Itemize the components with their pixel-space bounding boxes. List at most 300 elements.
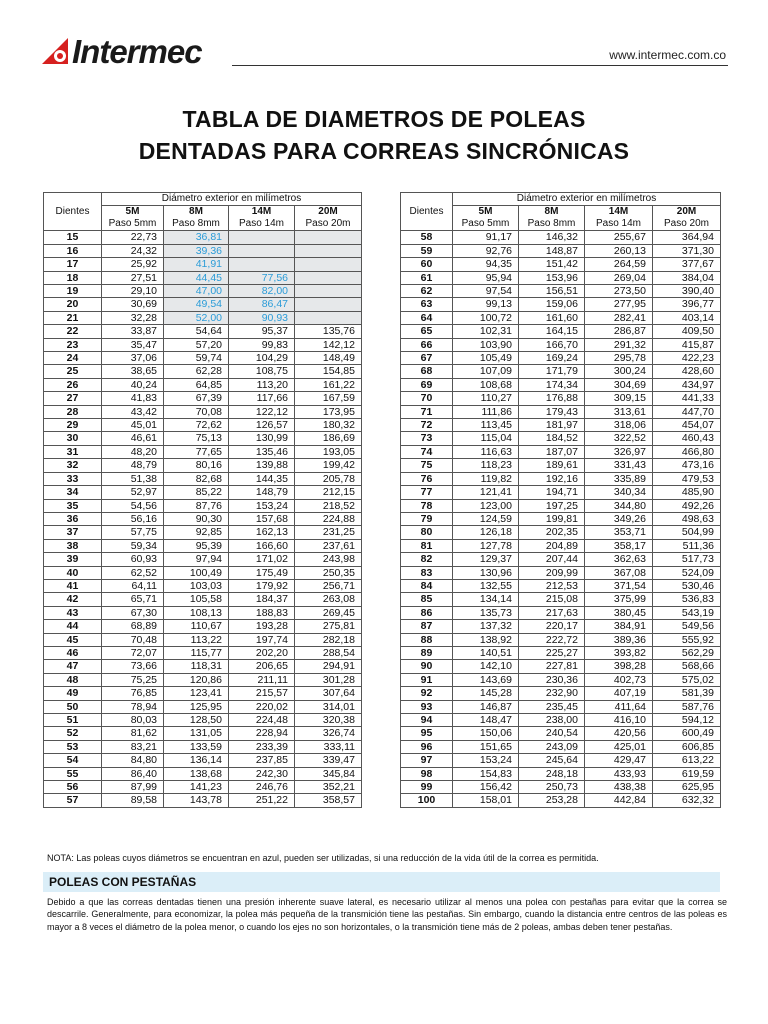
diameter-cell: 215,57 [229,687,295,700]
diameter-cell: 56,16 [102,512,164,525]
diameter-cell: 322,52 [585,432,653,445]
diameter-cell [295,285,362,298]
diameter-cell: 77,56 [229,271,295,284]
teeth-cell: 45 [44,633,102,646]
diameter-cell: 304,69 [585,378,653,391]
teeth-cell: 20 [44,298,102,311]
table-row [44,754,362,767]
diameter-cell: 75,13 [164,432,229,445]
table-row [44,352,362,365]
diameter-cell: 108,68 [453,378,519,391]
diameter-cell: 167,59 [295,392,362,405]
teeth-cell: 59 [401,244,453,257]
diameter-cell: 99,83 [229,338,295,351]
diameter-cell: 171,79 [519,365,585,378]
teeth-cell: 33 [44,472,102,485]
diameter-cell: 246,76 [229,781,295,794]
diameter-cell: 625,95 [653,781,721,794]
diameter-cell: 562,29 [653,646,721,659]
diameter-cell: 59,34 [102,539,164,552]
diameter-cell: 128,50 [164,714,229,727]
diameter-cell: 188,83 [229,606,295,619]
diameter-cell: 460,43 [653,432,721,445]
diameter-cell: 124,59 [453,512,519,525]
diameter-table-left [43,192,362,808]
diameter-cell: 238,00 [519,714,585,727]
diameter-cell: 143,69 [453,673,519,686]
diameter-cell: 87,76 [164,499,229,512]
teeth-cell: 32 [44,459,102,472]
diameter-cell: 549,56 [653,620,721,633]
teeth-cell: 50 [44,700,102,713]
table-row [44,740,362,753]
teeth-cell: 56 [44,781,102,794]
diameter-cell: 194,71 [519,486,585,499]
diameter-cell: 102,31 [453,325,519,338]
teeth-cell: 26 [44,378,102,391]
table-row [44,593,362,606]
diameter-cell: 352,21 [295,781,362,794]
diameter-cell: 295,78 [585,352,653,365]
teeth-cell: 35 [44,499,102,512]
diameter-cell: 70,48 [102,633,164,646]
diameter-cell: 193,05 [295,445,362,458]
table-row [401,378,721,391]
diameter-cell: 291,32 [585,338,653,351]
diameter-cell: 275,81 [295,620,362,633]
teeth-cell: 67 [401,352,453,365]
header-20m: 20M Paso 20m [653,206,721,231]
note-text: NOTA: Las poleas cuyos diámetros se encuentran en azul, pueden ser utilizadas, si una reducción de la vida útil de la correa es permitida. [47,853,599,863]
table-row [401,298,721,311]
diameter-cell: 67,39 [164,392,229,405]
diameter-cell: 161,60 [519,311,585,324]
teeth-cell: 61 [401,271,453,284]
diameter-cell: 51,38 [102,472,164,485]
diameter-cell: 48,20 [102,445,164,458]
diameter-cell: 40,24 [102,378,164,391]
teeth-cell: 83 [401,566,453,579]
diameter-cell: 52,00 [164,311,229,324]
table-row [44,365,362,378]
diameter-cell: 120,86 [164,673,229,686]
diameter-cell [229,258,295,271]
diameter-cell: 57,20 [164,338,229,351]
teeth-cell: 27 [44,392,102,405]
diameter-cell: 230,36 [519,673,585,686]
table-row [401,539,721,552]
diameter-cell: 125,95 [164,700,229,713]
section-title: POLEAS CON PESTAÑAS [49,875,197,889]
diameter-cell: 82,68 [164,472,229,485]
teeth-cell: 72 [401,419,453,432]
diameter-cell: 171,02 [229,553,295,566]
table-row [44,325,362,338]
diameter-cell: 326,97 [585,445,653,458]
diameter-cell: 127,78 [453,539,519,552]
table-row [44,472,362,485]
diameter-cell: 600,49 [653,727,721,740]
diameter-cell: 613,22 [653,754,721,767]
diameter-cell: 358,57 [295,794,362,807]
diameter-cell: 224,48 [229,714,295,727]
diameter-cell: 135,73 [453,606,519,619]
table-row [401,687,721,700]
diameter-cell: 158,01 [453,794,519,807]
diameter-cell: 251,22 [229,794,295,807]
diameter-cell: 86,47 [229,298,295,311]
diameter-cell: 148,87 [519,244,585,257]
diameter-cell: 80,16 [164,459,229,472]
diameter-cell: 92,76 [453,244,519,257]
logo [40,33,202,69]
diameter-cell: 389,36 [585,633,653,646]
table-row [44,486,362,499]
table-row [401,740,721,753]
teeth-cell: 97 [401,754,453,767]
diameter-cell: 75,25 [102,673,164,686]
diameter-cell: 135,76 [295,325,362,338]
table-row [44,526,362,539]
diameter-cell: 313,61 [585,405,653,418]
table-row [44,781,362,794]
diameter-cell: 99,13 [453,298,519,311]
diameter-cell: 73,66 [102,660,164,673]
table-row [401,794,721,807]
diameter-cell: 594,12 [653,714,721,727]
diameter-cell: 43,42 [102,405,164,418]
diameter-cell: 375,99 [585,593,653,606]
diameter-cell: 186,69 [295,432,362,445]
diameter-cell: 166,70 [519,338,585,351]
diameter-cell: 307,64 [295,687,362,700]
diameter-cell: 422,23 [653,352,721,365]
table-row [401,606,721,619]
intermec-gear-icon [40,36,70,66]
teeth-cell: 38 [44,539,102,552]
table-row [44,539,362,552]
diameter-cell: 153,24 [229,499,295,512]
teeth-cell: 84 [401,579,453,592]
diameter-cell: 530,46 [653,579,721,592]
diameter-cell: 184,52 [519,432,585,445]
table-row [44,714,362,727]
diameter-cell: 62,52 [102,566,164,579]
diameter-cell: 164,15 [519,325,585,338]
diameter-cell: 215,08 [519,593,585,606]
table-row [44,392,362,405]
diameter-cell: 227,81 [519,660,585,673]
diameter-cell: 115,04 [453,432,519,445]
diameter-cell: 41,91 [164,258,229,271]
diameter-cell: 24,32 [102,244,164,257]
diameter-cell: 345,84 [295,767,362,780]
diameter-cell: 217,63 [519,606,585,619]
diameter-cell: 176,88 [519,392,585,405]
diameter-cell: 492,26 [653,499,721,512]
teeth-cell: 69 [401,378,453,391]
diameter-cell: 204,89 [519,539,585,552]
header-teeth: Dientes [44,193,102,231]
teeth-cell: 55 [44,767,102,780]
table-row [44,432,362,445]
diameter-cell: 402,73 [585,673,653,686]
diameter-cell: 224,88 [295,512,362,525]
teeth-cell: 88 [401,633,453,646]
diameter-cell: 41,83 [102,392,164,405]
diameter-cell: 123,41 [164,687,229,700]
table-row [44,258,362,271]
table-row [44,311,362,324]
diameter-cell: 517,73 [653,553,721,566]
diameter-cell: 189,61 [519,459,585,472]
teeth-cell: 39 [44,553,102,566]
table-row [401,231,721,244]
diameter-cell: 197,25 [519,499,585,512]
diameter-cell [295,311,362,324]
diameter-cell: 202,20 [229,646,295,659]
diameter-cell: 97,54 [453,285,519,298]
table-row [401,781,721,794]
diameter-cell: 108,13 [164,606,229,619]
diameter-cell: 209,99 [519,566,585,579]
table-row [401,352,721,365]
diameter-cell: 367,08 [585,566,653,579]
diameter-cell: 44,45 [164,271,229,284]
diameter-cell: 179,43 [519,405,585,418]
teeth-cell: 63 [401,298,453,311]
diameter-cell: 80,03 [102,714,164,727]
diameter-cell: 86,40 [102,767,164,780]
table-row [44,459,362,472]
diameter-cell: 473,16 [653,459,721,472]
diameter-cell: 197,74 [229,633,295,646]
table-row [401,579,721,592]
diameter-cell: 137,32 [453,620,519,633]
diameter-cell: 575,02 [653,673,721,686]
table-row [401,700,721,713]
diameter-cell: 206,65 [229,660,295,673]
diameter-cell: 54,64 [164,325,229,338]
table-row [44,620,362,633]
diameter-cell: 429,47 [585,754,653,767]
diameter-cell [295,271,362,284]
teeth-cell: 60 [401,258,453,271]
table-row [401,767,721,780]
diameter-cell: 555,92 [653,633,721,646]
diameter-cell: 438,38 [585,781,653,794]
teeth-cell: 43 [44,606,102,619]
table-row [401,620,721,633]
table-row [401,325,721,338]
diameter-cell: 339,47 [295,754,362,767]
table-row [401,311,721,324]
table-row [401,258,721,271]
header-5m: 5M Paso 5mm [453,206,519,231]
teeth-cell: 37 [44,526,102,539]
diameter-cell: 181,97 [519,419,585,432]
table-row [401,499,721,512]
diameter-cell: 288,54 [295,646,362,659]
diameter-cell: 117,66 [229,392,295,405]
teeth-cell: 53 [44,740,102,753]
diameter-cell: 131,05 [164,727,229,740]
table-row [44,673,362,686]
teeth-cell: 31 [44,445,102,458]
diameter-cell: 174,34 [519,378,585,391]
teeth-cell: 91 [401,673,453,686]
diameter-cell: 485,90 [653,486,721,499]
diameter-cell: 309,15 [585,392,653,405]
diameter-cell: 154,83 [453,767,519,780]
teeth-cell: 78 [401,499,453,512]
diameter-cell: 90,30 [164,512,229,525]
table-row [401,646,721,659]
teeth-cell: 90 [401,660,453,673]
diameter-cell: 466,80 [653,445,721,458]
teeth-cell: 98 [401,767,453,780]
diameter-cell: 235,45 [519,700,585,713]
diameter-cell: 146,87 [453,700,519,713]
table-row [44,687,362,700]
diameter-cell: 240,54 [519,727,585,740]
section-body: Debido a que las correas dentadas tienen una presión inherente suave lateral, es necesario utilizar al menos una polea con pestañas para evitar que la correa se descarrile. Generalmente, para economizar, la polea más pequeña de la transmición tiene las pestañas. Sin embargo, cuando la distancia entre centros de las poleas es mayor a 8 veces el diámetro de la polea menor, o cuando los ejes no son horizontales, o la transmición tiene más de 2 poleas, ambas deben tener pestañas. [47,897,727,932]
teeth-cell: 86 [401,606,453,619]
teeth-cell: 36 [44,512,102,525]
diameter-cell: 76,85 [102,687,164,700]
table-row [44,794,362,807]
teeth-cell: 62 [401,285,453,298]
diameter-cell: 32,28 [102,311,164,324]
teeth-cell: 15 [44,231,102,244]
diameter-cell: 442,84 [585,794,653,807]
table-row [44,285,362,298]
diameter-cell: 145,28 [453,687,519,700]
diameter-cell: 243,09 [519,740,585,753]
diameter-cell: 130,99 [229,432,295,445]
header-8m: 8M Paso 8mm [519,206,585,231]
header-8m: 8M Paso 8mm [164,206,229,231]
diameter-cell: 113,22 [164,633,229,646]
teeth-cell: 58 [401,231,453,244]
diameter-cell: 425,01 [585,740,653,753]
teeth-cell: 29 [44,419,102,432]
teeth-cell: 40 [44,566,102,579]
diameter-cell: 111,86 [453,405,519,418]
header-rule [232,65,728,66]
title-line-2: DENTADAS PARA CORREAS SINCRÓNICAS [138,138,630,164]
diameter-cell: 77,65 [164,445,229,458]
diameter-cell: 320,38 [295,714,362,727]
diameter-cell: 416,10 [585,714,653,727]
diameter-cell: 143,78 [164,794,229,807]
diameter-cell: 151,42 [519,258,585,271]
diameter-cell: 141,23 [164,781,229,794]
table-row [401,633,721,646]
table-row [44,553,362,566]
table-row [401,526,721,539]
diameter-cell: 84,80 [102,754,164,767]
diameter-cell: 72,07 [102,646,164,659]
diameter-cell: 273,50 [585,285,653,298]
diameter-cell: 47,00 [164,285,229,298]
diameter-cell: 97,94 [164,553,229,566]
logo-text: Intermec [72,32,202,70]
diameter-cell: 192,16 [519,472,585,485]
diameter-cell: 403,14 [653,311,721,324]
website-url[interactable]: www.intermec.com.co [609,48,726,62]
header-group: Diámetro exterior en milímetros [453,193,721,206]
table-row [401,714,721,727]
diameter-cell [229,231,295,244]
diameter-cell: 67,30 [102,606,164,619]
diameter-cell: 129,37 [453,553,519,566]
diameter-cell: 107,09 [453,365,519,378]
diameter-cell: 199,81 [519,512,585,525]
diameter-cell: 148,49 [295,352,362,365]
table-row [401,660,721,673]
diameter-cell: 48,79 [102,459,164,472]
diameter-cell: 123,00 [453,499,519,512]
diameter-cell: 333,11 [295,740,362,753]
diameter-cell: 420,56 [585,727,653,740]
teeth-cell: 65 [401,325,453,338]
diameter-cell: 294,91 [295,660,362,673]
diameter-cell: 81,62 [102,727,164,740]
teeth-cell: 46 [44,646,102,659]
diameter-cell: 371,30 [653,244,721,257]
diameter-cell: 85,22 [164,486,229,499]
teeth-cell: 76 [401,472,453,485]
diameter-cell: 142,12 [295,338,362,351]
diameter-cell: 59,74 [164,352,229,365]
teeth-cell: 81 [401,539,453,552]
diameter-cell: 441,33 [653,392,721,405]
diameter-cell: 253,28 [519,794,585,807]
diameter-cell: 45,01 [102,419,164,432]
diameter-cell: 91,17 [453,231,519,244]
diameter-cell: 108,75 [229,365,295,378]
diameter-cell: 344,80 [585,499,653,512]
table-row [44,700,362,713]
header-group: Diámetro exterior en milímetros [102,193,362,206]
table-row [44,512,362,525]
diameter-cell: 264,59 [585,258,653,271]
teeth-cell: 87 [401,620,453,633]
diameter-cell: 89,58 [102,794,164,807]
header-20m: 20M Paso 20m [295,206,362,231]
diameter-cell: 115,77 [164,646,229,659]
diameter-cell: 156,42 [453,781,519,794]
diameter-cell: 568,66 [653,660,721,673]
diameter-cell: 37,06 [102,352,164,365]
diameter-cell: 83,21 [102,740,164,753]
diameter-cell: 90,93 [229,311,295,324]
diameter-cell: 94,35 [453,258,519,271]
diameter-cell: 65,71 [102,593,164,606]
table-row [44,633,362,646]
diameter-cell: 358,17 [585,539,653,552]
diameter-cell: 314,01 [295,700,362,713]
teeth-cell: 16 [44,244,102,257]
diameter-cell: 46,61 [102,432,164,445]
diameter-cell: 248,18 [519,767,585,780]
teeth-cell: 54 [44,754,102,767]
diameter-cell: 116,63 [453,445,519,458]
header-teeth: Dientes [401,193,453,231]
teeth-cell: 100 [401,794,453,807]
diameter-cell: 232,90 [519,687,585,700]
